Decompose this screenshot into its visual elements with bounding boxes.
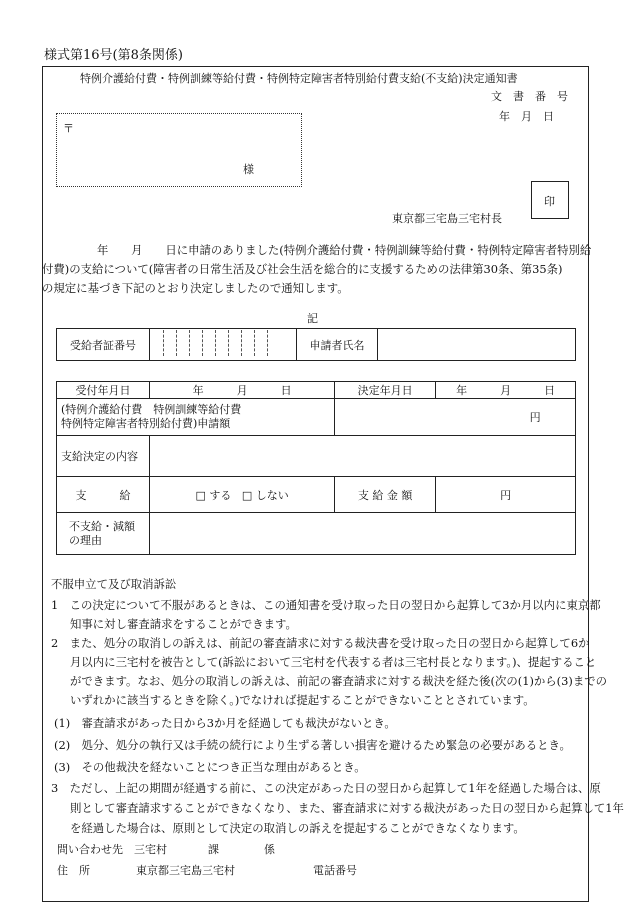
recipient-number-field[interactable]	[150, 329, 297, 361]
intro-line-3: の規定に基づき下記のとおり決定しましたので通知します。	[42, 281, 349, 295]
payment-amount-label: 支 給 金 額	[335, 477, 436, 513]
address-label: 住 所	[57, 864, 90, 877]
date-label: 年 月 日	[499, 110, 554, 123]
appeal-item-2: (2) 処分、処分の執行又は手続の続行により生ずる著しい損害を避けるため緊急の必要があるとき。	[54, 738, 571, 752]
contact-kakari: 係	[264, 843, 275, 856]
appeal-p2-line2: 月以内に三宅村を被告として(訴訟において三宅村を代表する者は三宅村長となります。)、提起すること	[70, 655, 597, 669]
form-number: 様式第16号(第8条関係)	[44, 48, 183, 63]
appeal-p1-line1: 1 この決定について不服があるときは、この通知書を受け取った日の翌日から起算して3か月以内に東京都	[51, 598, 601, 612]
appeal-p2-line1: 2 また、処分の取消しの訴えは、前記の審査請求に対する裁決書を受け取った日の翌日から起算して6か	[51, 636, 590, 650]
appeal-p2-line4: いずれかに該当するときを除く。)でなければ提起することができないこととされています。	[70, 693, 535, 707]
decision-date-label: 決定年月日	[335, 382, 436, 399]
reason-field[interactable]	[150, 513, 576, 555]
recipient-table	[56, 328, 576, 361]
reason-label: 不支給・減額 の理由	[57, 513, 150, 555]
ki-label: 記	[307, 312, 318, 325]
received-date-label: 受付年月日	[57, 382, 150, 399]
appeal-item-1: (1) 審査請求があった日から3か月を経過しても裁決がないとき。	[54, 716, 396, 730]
appeal-p1-line2: 知事に対し審査請求をすることができます。	[70, 617, 297, 631]
address-box	[56, 113, 302, 187]
requested-amount-field[interactable]: 円	[335, 399, 576, 436]
applicant-name-label: 申請者氏名	[297, 329, 378, 361]
decision-table	[56, 381, 576, 555]
appeal-p2-line3: ができます。なお、処分の取消しの訴えは、前記の審査請求に対する裁決を経た後(次の(1)から(3)までの	[70, 674, 607, 688]
decision-content-field[interactable]	[150, 436, 576, 477]
option-no-checkbox[interactable]: □ しない	[241, 488, 289, 502]
intro-line-2: 付費)の支給について(障害者の日常生活及び社会生活を総合的に支援するための法律第30条、第35条)	[42, 262, 563, 276]
document-title: 特例介護給付費・特例訓練等給付費・特例特定障害者特別給付費支給(不支給)決定通知書	[80, 72, 518, 85]
document-number-label: 文 書 番 号	[491, 90, 568, 103]
postal-mark: 〒	[63, 122, 74, 135]
issuer-name: 東京都三宅島三宅村長	[392, 212, 502, 225]
contact-ka: 課	[208, 843, 219, 856]
contact-village: 三宅村	[134, 843, 167, 856]
decision-date-value[interactable]: 年 月 日	[436, 382, 576, 399]
appeal-p3-line2: 則として審査請求することができなくなり、また、審査請求に対する裁決があった日の翌日から起算して1年	[70, 801, 624, 815]
decision-content-label: 支給決定の内容	[57, 436, 150, 477]
appeal-item-3: (3) その他裁決を経ないことにつき正当な理由があるとき。	[54, 760, 366, 774]
recipient-number-label: 受給者証番号	[57, 329, 150, 361]
seal-box	[531, 181, 569, 219]
received-date-value[interactable]: 年 月 日	[150, 382, 335, 399]
requested-amount-label: (特例介護給付費 特例訓練等給付費 特例特定障害者特別給付費)申請額	[57, 399, 335, 436]
appeal-p3-line1: 3 ただし、上記の期間が経過する前に、この決定があった日の翌日から起算して1年を経過した場合は、原	[51, 781, 601, 795]
honorific: 様	[243, 163, 254, 176]
contact-label: 問い合わせ先	[57, 843, 123, 856]
seal-mark: 印	[544, 195, 555, 208]
phone-label: 電話番号	[313, 864, 357, 877]
option-yes-checkbox[interactable]: □ する	[195, 488, 232, 502]
payment-options	[150, 477, 335, 513]
payment-label: 支 給	[57, 477, 150, 513]
address-value: 東京都三宅島三宅村	[136, 864, 235, 877]
appeal-p3-line3: を経過した場合は、原則として決定の取消しの訴えを提起することができなくなります。	[70, 821, 525, 835]
appeal-heading: 不服申立て及び取消訴訟	[51, 577, 177, 591]
applicant-name-field[interactable]	[378, 329, 576, 361]
payment-amount-field[interactable]: 円	[436, 477, 576, 513]
intro-line-1: 年 月 日に申請のありました(特例介護給付費・特例訓練等給付費・特例特定障害者特別給	[97, 243, 592, 257]
